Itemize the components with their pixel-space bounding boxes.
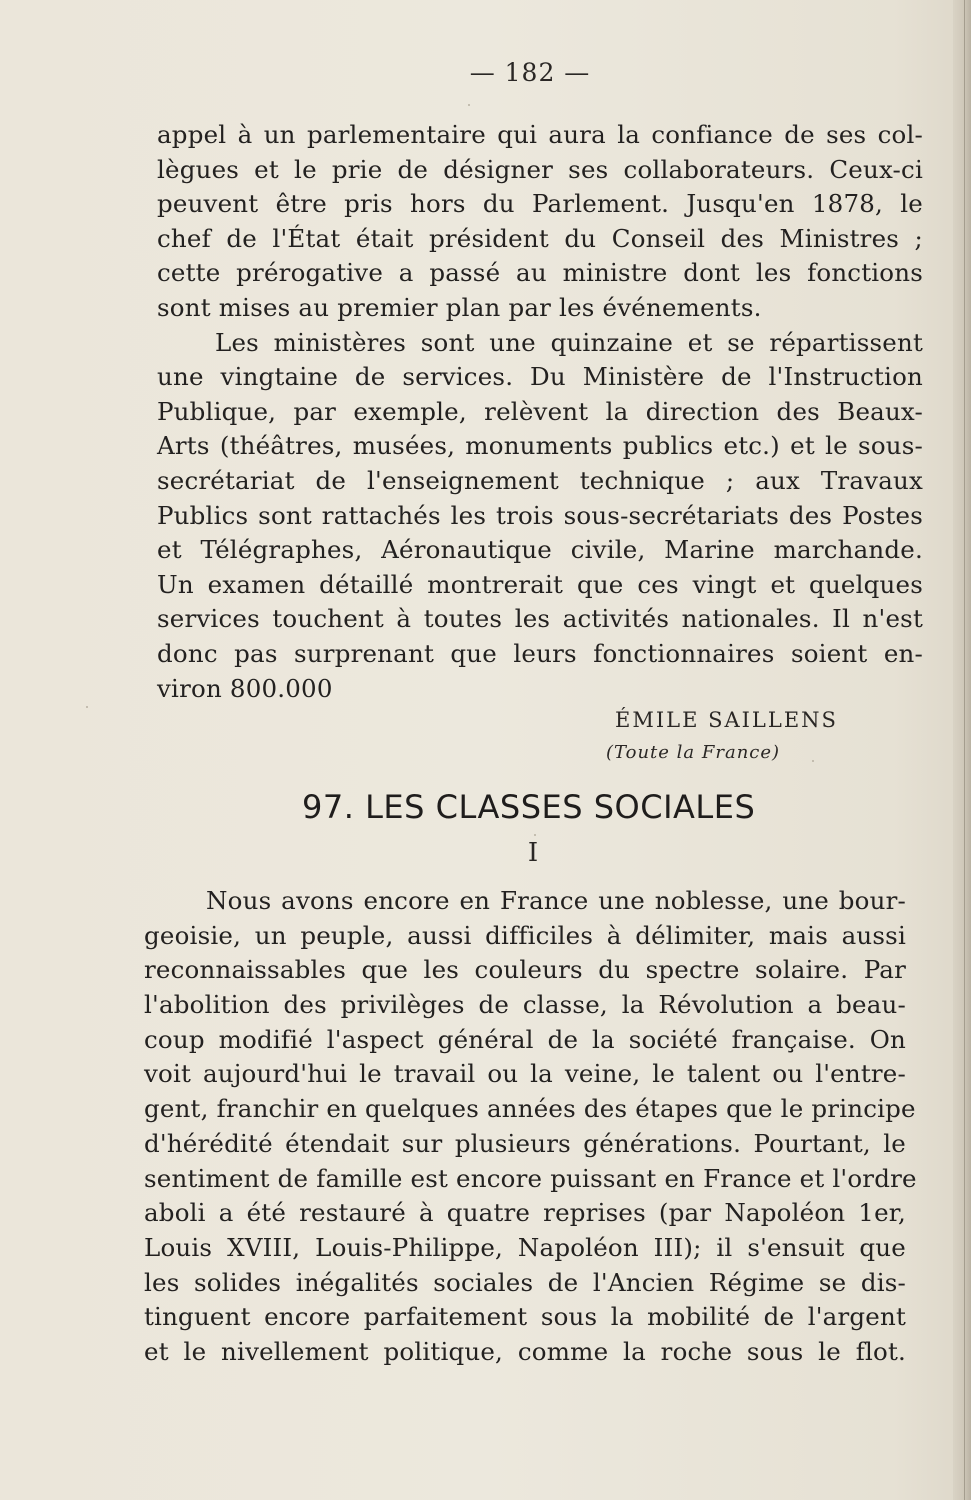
text-line: services touchent à toutes les activités nationales. Il n'est (157, 604, 923, 634)
text-line: appel à un parlementaire qui aura la confiance de ses col- (157, 120, 923, 149)
text-line: et Télégraphes, Aéronautique civile, Marine marchande. (157, 535, 923, 565)
section-part-number: I (527, 838, 539, 868)
page-edge-line (964, 0, 965, 1500)
section-text (144, 884, 917, 1370)
text-line: chef de l'État était président du Conseil des Ministres ; (157, 223, 923, 253)
text-line: viron 800.000 (157, 673, 333, 703)
text-line: cette prérogative a passé au ministre dont les fonctions (157, 258, 923, 288)
text-line: et le nivellement politique, comme la roche sous le flot. (144, 1336, 906, 1366)
text-line: peuvent être pris hors du Parlement. Jusqu'en 1878, le (157, 189, 923, 219)
text-line: tinguent encore parfaitement sous la mobilité de l'argent (144, 1302, 906, 1332)
text-line: Publique, par exemple, relèvent la direction des Beaux- (157, 396, 923, 426)
text-line: voit aujourd'hui le travail ou la veine, le talent ou l'entre- (144, 1059, 906, 1089)
text-line: aboli a été restauré à quatre reprises (par Napoléon 1er, (144, 1198, 906, 1228)
text-line: reconnaissables que les couleurs du spectre solaire. Par (144, 955, 906, 985)
section-title: 97. LES CLASSES SOCIALES (302, 788, 756, 826)
page-edge-shadow (953, 0, 971, 1500)
continuation-text (157, 118, 923, 706)
text-line: Un examen détaillé montrerait que ces vingt et quelques (157, 569, 923, 599)
text-line: les solides inégalités sociales de l'Ancien Régime se dis- (144, 1267, 906, 1297)
author-signature: ÉMILE SAILLENS (615, 708, 838, 732)
text-line: coup modifié l'aspect général de la société française. On (144, 1024, 906, 1054)
text-line: sentiment de famille est encore puissant en France et l'ordre (144, 1163, 917, 1193)
text-line: l'abolition des privilèges de classe, la Révolution a beau- (144, 990, 906, 1020)
text-line: sont mises au premier plan par les événements. (157, 292, 762, 322)
text-line: secrétariat de l'enseignement technique ; aux Travaux (157, 465, 923, 495)
text-line: Nous avons encore en France une noblesse, une bour- (206, 886, 906, 915)
paper-speck (812, 760, 814, 762)
text-line: Arts (théâtres, musées, monuments publics etc.) et le sous- (157, 431, 923, 461)
text-line: geoisie, un peuple, aussi difficiles à délimiter, mais aussi (144, 920, 906, 950)
text-line: d'hérédité étendait sur plusieurs générations. Pourtant, le (144, 1128, 906, 1158)
paper-speck (468, 104, 470, 106)
text-line: gent, franchir en quelques années des étapes que le principe (144, 1094, 916, 1124)
text-line: Louis XVIII, Louis-Philippe, Napoléon III); il s'ensuit que (144, 1232, 906, 1262)
paper-speck (86, 706, 88, 708)
paper-speck (534, 834, 536, 836)
text-line: Les ministères sont une quinzaine et se répartissent (215, 327, 923, 357)
page-number: — 182 — (469, 58, 591, 87)
text-line: donc pas surprenant que leurs fonctionnaires soient en- (157, 638, 923, 668)
text-line: Publics sont rattachés les trois sous-secrétariats des Postes (157, 500, 923, 530)
text-line: lègues et le prie de désigner ses collaborateurs. Ceux-ci (157, 154, 923, 184)
text-line: une vingtaine de services. Du Ministère de l'Instruction (157, 362, 923, 392)
source-citation: (Toute la France) (606, 742, 781, 763)
